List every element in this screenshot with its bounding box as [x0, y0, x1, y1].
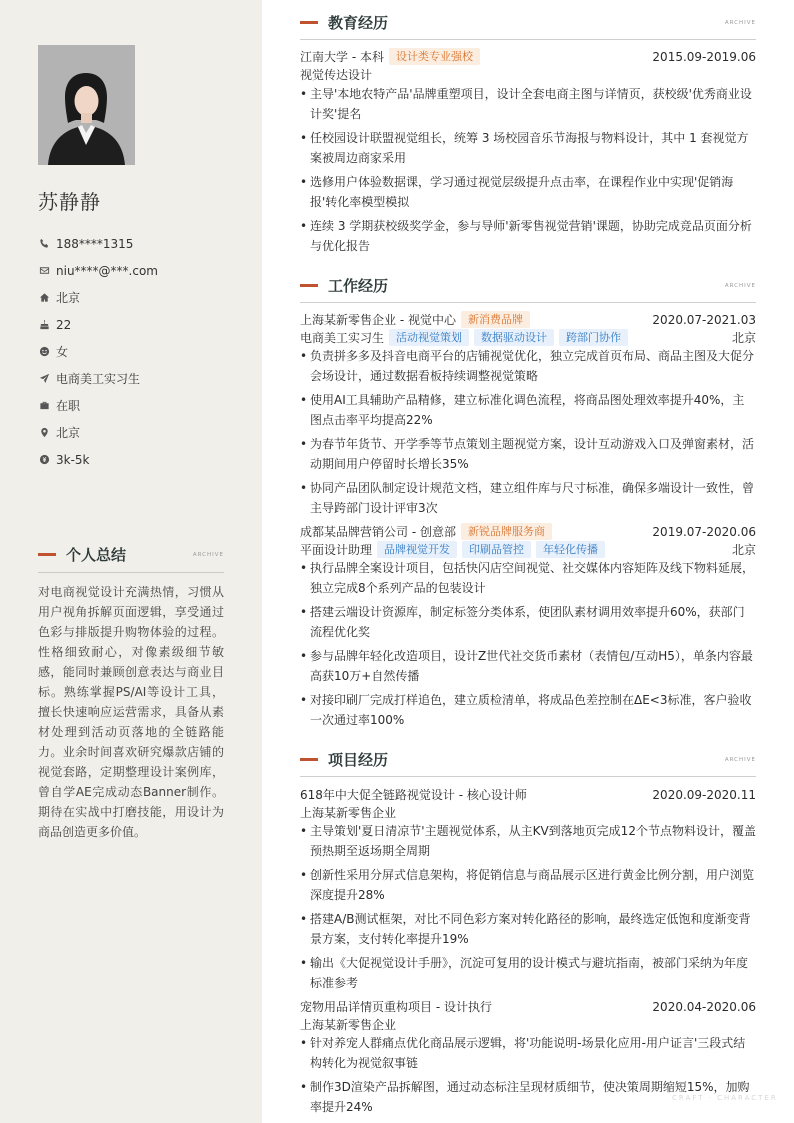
- list-item: • 执行品牌全案设计项目，包括快闪店空间视觉、社交媒体内容矩阵及线下物料延展，独立完成8个系列产品的包装设计: [300, 558, 756, 598]
- phone-icon: [38, 238, 50, 250]
- company-name: 成都某品牌营销公司 - 创意部: [300, 525, 456, 539]
- project-org: 上海某新零售企业: [300, 806, 397, 820]
- list-item: • 连续 3 学期获校级奖学金，参与导师'新零售视觉营销'课题，协助完成竞品页面分析与优化报告: [300, 216, 756, 256]
- sidebar: [0, 0, 262, 1123]
- education-major-row: [300, 66, 756, 83]
- send-icon: [38, 373, 50, 385]
- projects-section-header: [300, 749, 756, 777]
- education-section-header: [300, 12, 756, 40]
- project-period: 2020.04-2020.06: [652, 999, 756, 1014]
- list-item: • 主导'本地农特产品'品牌重塑项目，设计全套电商主图与详情页，获校级'优秀商业设计奖'提名: [300, 84, 756, 124]
- project-org: 上海某新零售企业: [300, 1018, 397, 1032]
- info-text: 22: [56, 317, 72, 332]
- company-tag: 新消费品牌: [461, 311, 530, 328]
- section-accent-bar: [300, 758, 318, 761]
- info-age: [38, 311, 158, 338]
- info-position: [38, 365, 158, 392]
- project-bullets: [300, 821, 756, 997]
- project-bullets: [300, 1033, 756, 1121]
- major: 视觉传达设计: [300, 68, 373, 82]
- archive-label: ARCHIVE: [724, 20, 756, 26]
- section-accent-bar: [300, 21, 318, 24]
- watermark: CRAFT · CHARACTER: [672, 1094, 778, 1102]
- gender-icon: [38, 346, 50, 358]
- info-phone: [38, 230, 158, 257]
- project-name: 618年中大促全链路视觉设计 - 核心设计师: [300, 788, 527, 802]
- info-text: 3k-5k: [56, 452, 90, 467]
- info-gender: [38, 338, 158, 365]
- school-name: 江南大学 - 本科: [300, 50, 384, 64]
- summary-section-header: [38, 544, 224, 573]
- list-item: • 协同产品团队制定设计规范文档，建立组件库与尺寸标准，确保多端设计一致性，曾主导跨部门设计评审3次: [300, 478, 756, 518]
- project-header: [300, 786, 756, 803]
- list-item: • 任校园设计联盟视觉组长，统筹 3 场校园音乐节海报与物料设计，其中 1 套视觉方案被周边商家采用: [300, 128, 756, 168]
- info-text: niu****@***.com: [56, 263, 158, 278]
- location-icon: [38, 427, 50, 439]
- contact-info-list: [38, 230, 158, 473]
- candidate-name: 苏静静: [38, 190, 101, 214]
- job-header: [300, 311, 756, 328]
- list-item: • 对接印刷厂完成打样追色，建立质检清单，将成品色差控制在ΔE<3标准，客户验收一次通过率100%: [300, 690, 756, 730]
- job-period: 2020.07-2021.03: [652, 312, 756, 327]
- archive-label: ARCHIVE: [192, 552, 224, 558]
- project-header: [300, 998, 756, 1015]
- section-title: 项目经历: [328, 751, 389, 769]
- job-bullets: [300, 558, 756, 734]
- job-role-row: [300, 329, 756, 346]
- skill-tag: 年轻化传播: [536, 541, 605, 558]
- cake-icon: [38, 319, 50, 331]
- skill-tag: 跨部门协作: [559, 329, 628, 346]
- section-title: 工作经历: [328, 277, 389, 295]
- list-item: • 输出《大促视觉设计手册》，沉淀可复用的设计模式与避坑指南，被部门采纳为年度标准参考: [300, 953, 756, 993]
- skill-tag: 品牌视觉开发: [377, 541, 457, 558]
- archive-label: ARCHIVE: [724, 283, 756, 289]
- skill-tag: 数据驱动设计: [474, 329, 554, 346]
- avatar: [38, 45, 135, 165]
- project-name: 宠物用品详情页重构项目 - 设计执行: [300, 1000, 492, 1014]
- section-accent-bar: [38, 553, 56, 556]
- project-org-row: [300, 1016, 756, 1033]
- info-address: [38, 284, 158, 311]
- section-title: 个人总结: [66, 546, 127, 564]
- list-item: • 使用AI工具辅助产品精修，建立标准化调色流程，将商品图处理效率提升40%，主图点击率平均提高22%: [300, 390, 756, 430]
- info-email: [38, 257, 158, 284]
- job-city: 北京: [731, 331, 756, 345]
- company-name: 上海某新零售企业 - 视觉中心: [300, 313, 456, 327]
- job-role: 电商美工实习生: [300, 331, 385, 345]
- job-bullets: [300, 346, 756, 522]
- info-location: [38, 419, 158, 446]
- list-item: • 负责拼多多及抖音电商平台的店铺视觉优化，独立完成首页布局、商品主图及大促分会场设计，通过数据看板持续调整视觉策略: [300, 346, 756, 386]
- section-accent-bar: [300, 284, 318, 287]
- job-period: 2019.07-2020.06: [652, 524, 756, 539]
- salary-icon: [38, 454, 50, 466]
- home-icon: [38, 292, 50, 304]
- section-title: 教育经历: [328, 14, 389, 32]
- skill-tag: 活动视觉策划: [389, 329, 469, 346]
- education-bullets: [300, 84, 756, 260]
- list-item: • 搭建A/B测试框架，对比不同色彩方案对转化路径的影响，最终选定低饱和度渐变背景方案，支付转化率提升19%: [300, 909, 756, 949]
- info-text: 北京: [56, 291, 81, 305]
- job-role: 平面设计助理: [300, 543, 373, 557]
- list-item: • 选修用户体验数据课，学习通过视觉层级提升点击率，在课程作业中实现'促销海报'转化率模型模拟: [300, 172, 756, 212]
- archive-label: ARCHIVE: [724, 757, 756, 763]
- list-item: • 搭建云端设计资源库，制定标签分类体系，使团队素材调用效率提升60%，获部门流程优化奖: [300, 602, 756, 642]
- info-status: [38, 392, 158, 419]
- summary-text: 对电商视觉设计充满热情，习惯从用户视角拆解页面逻辑，享受通过色彩与排版提升购物体验的过程。性格细致耐心，对像素级细节敏感，能同时兼顾创意表达与商业目标。熟练掌握PS/AI等设计工具，擅长快速响应运营需求，具备从素材处理到活动页落地的全链路能力。业余时间喜欢研究爆款店铺的视觉套路，定期整理设计案例库，曾自学AE完成动态Banner制作。期待在实战中打磨技能，用设计为商品创造更多价值。: [38, 585, 224, 839]
- education-entry-header: [300, 48, 756, 65]
- project-period: 2020.09-2020.11: [652, 787, 756, 802]
- list-item: • 创新性采用分屏式信息架构，将促销信息与商品展示区进行黄金比例分割，用户浏览深度提升28%: [300, 865, 756, 905]
- job-city: 北京: [731, 543, 756, 557]
- education-period: 2015.09-2019.06: [652, 49, 756, 64]
- briefcase-icon: [38, 400, 50, 412]
- info-text: 188****1315: [56, 236, 134, 251]
- school-tag: 设计类专业强校: [389, 48, 480, 65]
- job-header: [300, 523, 756, 540]
- list-item: • 为春节年货节、开学季等节点策划主题视觉方案，设计互动游戏入口及弹窗素材，活动期间用户停留时长增长35%: [300, 434, 756, 474]
- list-item: • 针对养宠人群痛点优化商品展示逻辑，将'功能说明-场景化应用-用户证言'三段式结构转化为视觉叙事链: [300, 1033, 756, 1073]
- list-item: • 制作3D渲染产品拆解图，通过动态标注呈现材质细节，使决策周期缩短15%，加购率提升24%: [300, 1077, 756, 1117]
- mail-icon: [38, 265, 50, 277]
- info-text: 女: [56, 345, 69, 359]
- info-text: 北京: [56, 426, 81, 440]
- job-role-row: [300, 541, 756, 558]
- work-section-header: [300, 275, 756, 303]
- skill-tag: 印刷品管控: [462, 541, 531, 558]
- info-salary: [38, 446, 158, 473]
- list-item: • 主导策划'夏日清凉节'主题视觉体系，从主KV到落地页完成12个节点物料设计，覆盖预热期至返场期全周期: [300, 821, 756, 861]
- info-text: 电商美工实习生: [56, 372, 141, 386]
- list-item: • 参与品牌年轻化改造项目，设计Z世代社交货币素材（表情包/互动H5），单条内容最高获10万+自然传播: [300, 646, 756, 686]
- info-text: 在职: [56, 399, 81, 413]
- company-tag: 新锐品牌服务商: [461, 523, 552, 540]
- project-org-row: [300, 804, 756, 821]
